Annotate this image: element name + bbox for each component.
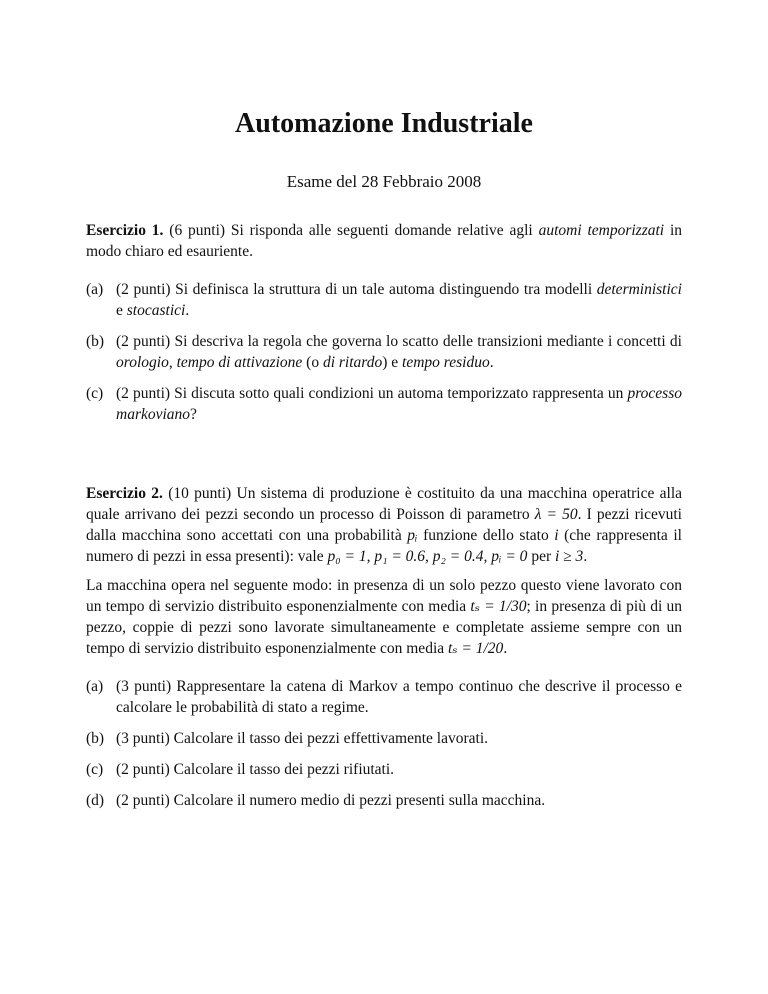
question-text: (3 punti) Calcolare il tasso dei pezzi effettivamente lavorati. (116, 730, 488, 747)
exercise-1 (86, 220, 682, 435)
math-condition: i ≥ 3 (554, 548, 584, 565)
exercise-2 (86, 483, 682, 821)
question-text: (2 punti) Calcolare il tasso dei pezzi rifiutati. (116, 761, 395, 778)
math-probabilities: p₀ = 1, p₁ = 0.6, p₂ = 0.4, pᵢ = 0 (327, 548, 528, 565)
exercise-1-heading: Esercizio 1. (86, 222, 164, 239)
exercise-2-questions (86, 676, 682, 811)
question-item (86, 383, 682, 425)
math-i: i (554, 527, 559, 544)
exercise-2-heading: Esercizio 2. (86, 485, 163, 502)
question-text: (2 punti) Si discuta sotto quali condizioni un automa temporizzato rappresenta un processo markoviano? (116, 385, 682, 423)
document-subtitle: Esame del 28 Febbraio 2008 (286, 172, 482, 191)
exercise-1-questions (86, 279, 682, 425)
question-item (86, 790, 682, 811)
question-label: (c) (86, 761, 104, 778)
question-item (86, 331, 682, 373)
question-item (86, 759, 682, 780)
question-text: (3 punti) Rappresentare la catena di Markov a tempo continuo che descrive il processo e calcolare le probabilità di stato a regime. (116, 678, 682, 716)
question-label: (c) (86, 385, 104, 402)
question-text: (2 punti) Calcolare il numero medio di pezzi presenti sulla macchina. (116, 792, 546, 809)
question-text: (2 punti) Si definisca la struttura di un tale automa distinguendo tra modelli deterministici e stocastici. (116, 281, 682, 319)
question-item (86, 676, 682, 718)
question-label: (d) (86, 792, 105, 809)
document-title: Automazione Industriale (235, 108, 533, 139)
exercise-1-intro: Esercizio 1. (6 punti) Si risponda alle seguenti domande relative agli automi temporizzati in modo chiaro ed esauriente. (86, 222, 683, 260)
exercise-2-intro: Esercizio 2. (10 punti) Un sistema di produzione è costituito da una macchina operatrice alla quale arrivano dei pezzi secondo un processo di Poisson di parametro λ = 50. I pezzi ricevuti dalla macchina sono accettati con una probabilità pᵢ funzione dello stato i (che rappresenta il numero di pezzi in essa presenti): vale p₀ = 1, p₁ = 0.6, p₂ = 0.4, pᵢ = 0 per i ≥ 3. (86, 485, 683, 565)
math-pi: pᵢ (407, 527, 418, 544)
question-label: (a) (86, 281, 104, 298)
question-item (86, 728, 682, 749)
question-label: (b) (86, 730, 105, 747)
question-item (86, 279, 682, 321)
math-ts-2: tₛ = 1/20 (448, 640, 504, 657)
question-label: (a) (86, 678, 104, 695)
exercise-2-machine-description: La macchina opera nel seguente modo: in presenza di un solo pezzo questo viene lavorato con un tempo di servizio distribuito esponenzialmente con media tₛ = 1/30; in presenza di più di un pezzo, coppie di pezzi sono lavorate simultaneamente e completate assieme sempre con un tempo di servizio distribuito esponenzialmente con media tₛ = 1/20. (86, 577, 683, 657)
question-label: (b) (86, 333, 105, 350)
math-lambda: λ = 50 (534, 506, 578, 523)
question-text: (2 punti) Si descriva la regola che governa lo scatto delle transizioni mediante i concetti di orologio, tempo di attivazione (o di ritardo) e tempo residuo. (116, 333, 682, 371)
math-ts-1: tₛ = 1/30 (470, 598, 527, 615)
